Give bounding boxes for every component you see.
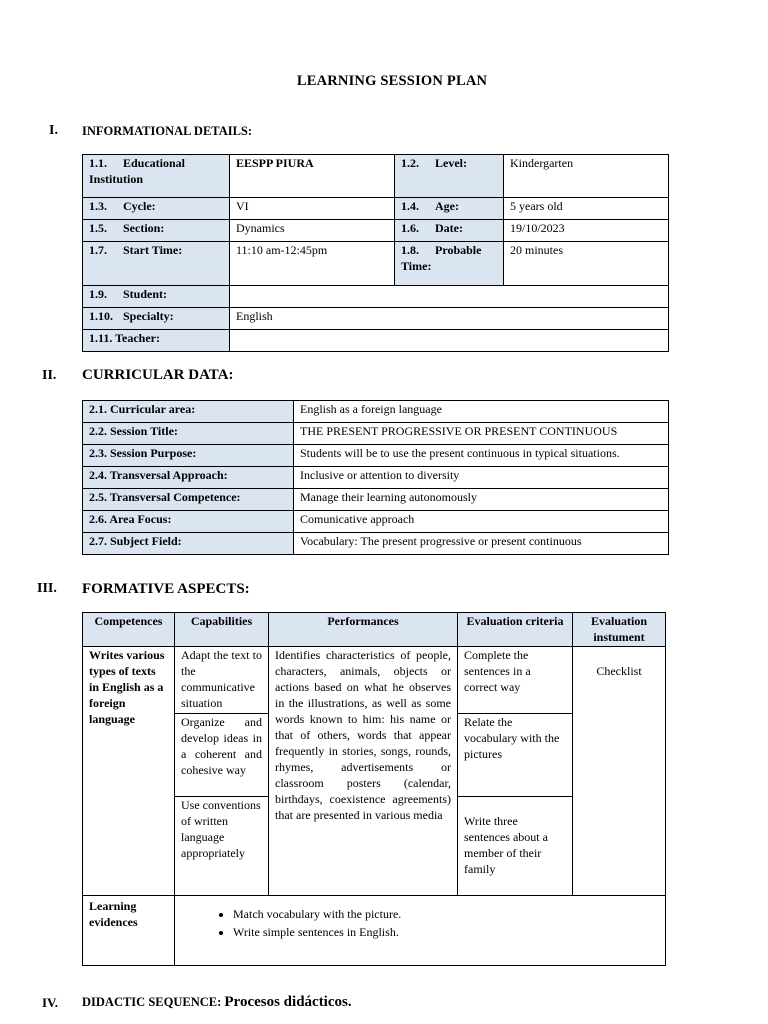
- curricular-label: 2.7. Subject Field:: [83, 533, 294, 555]
- formative-table: [82, 612, 666, 966]
- instrument-cell: Checklist: [573, 647, 666, 896]
- evidence-item: • Match vocabulary with the picture.: [233, 906, 659, 922]
- date-value: 19/10/2023: [504, 220, 669, 242]
- competence-cell: Writes various types of texts in English as a foreign language: [83, 647, 175, 896]
- institution-value: EESPP PIURA: [230, 155, 395, 198]
- teacher-label: 1.11. Teacher:: [83, 330, 230, 352]
- section-value: Dynamics: [230, 220, 395, 242]
- informational-table: [82, 154, 669, 352]
- section-title: FORMATIVE ASPECTS:: [82, 581, 250, 597]
- level-value: Kindergarten: [504, 155, 669, 198]
- header-performances: Performances: [269, 613, 458, 647]
- label-cell: 1.4. Age:: [395, 198, 504, 220]
- curricular-value: Manage their learning autonomously: [294, 489, 669, 511]
- curricular-value: Vocabulary: The present progressive or present continuous: [294, 533, 669, 555]
- curricular-label: 2.3. Session Purpose:: [83, 445, 294, 467]
- criteria-cell: Complete the sentences in a correct way: [458, 647, 573, 714]
- curricular-value: THE PRESENT PROGRESSIVE OR PRESENT CONTINUOUS: [294, 423, 669, 445]
- label-cell: 1.2. Level:: [395, 155, 504, 198]
- curricular-label: 2.6. Area Focus:: [83, 511, 294, 533]
- page-title: LEARNING SESSION PLAN: [296, 73, 488, 89]
- probable-time-value: 20 minutes: [504, 242, 669, 286]
- label-cell: 1.3. Cycle:: [83, 198, 230, 220]
- teacher-value: [230, 330, 669, 352]
- age-value: 5 years old: [504, 198, 669, 220]
- cycle-value: VI: [230, 198, 395, 220]
- section-title-prefix: DIDACTIC SEQUENCE:: [82, 995, 225, 1009]
- evidence-cell: [175, 896, 666, 966]
- capability-cell: Organize and develop ideas in a coherent and cohesive way: [175, 714, 269, 797]
- curricular-row: [83, 423, 669, 445]
- label-cell: 1.5. Section:: [83, 220, 230, 242]
- curricular-label: 2.1. Curricular area:: [83, 401, 294, 423]
- curricular-value: Inclusive or attention to diversity: [294, 467, 669, 489]
- curricular-value: Comunicative approach: [294, 511, 669, 533]
- curricular-label: 2.4. Transversal Approach:: [83, 467, 294, 489]
- evidence-item: • Write simple sentences in English.: [233, 924, 659, 940]
- curricular-row: [83, 467, 669, 489]
- header-instrument: Evaluation instument: [573, 613, 666, 647]
- specialty-value: English: [230, 308, 669, 330]
- section-title: CURRICULAR DATA:: [82, 367, 234, 383]
- section-title: INFORMATIONAL DETAILS:: [82, 124, 253, 138]
- capability-cell: Use conventions of written language appropriately: [175, 797, 269, 896]
- capability-cell: Adapt the text to the communicative situation: [175, 647, 269, 714]
- label-cell: 1.6. Date:: [395, 220, 504, 242]
- criteria-cell: Relate the vocabulary with the pictures: [458, 714, 573, 797]
- criteria-cell: Write three sentences about a member of their family: [458, 797, 573, 896]
- section-title: [82, 994, 352, 1011]
- evidence-label: Learning evidences: [83, 896, 175, 966]
- section-number: III.: [37, 581, 57, 596]
- curricular-row: [83, 401, 669, 423]
- curricular-label: 2.2. Session Title:: [83, 423, 294, 445]
- header-criteria: Evaluation criteria: [458, 613, 573, 647]
- label-cell: 1.9. Student:: [83, 286, 230, 308]
- section-number: II.: [42, 368, 57, 383]
- curricular-table: [82, 400, 669, 555]
- curricular-row: [83, 533, 669, 555]
- student-value: [230, 286, 669, 308]
- curricular-row: [83, 489, 669, 511]
- section-number: I.: [49, 123, 58, 138]
- curricular-value: Students will be to use the present continuous in typical situations.: [294, 445, 669, 467]
- header-competences: Competences: [83, 613, 175, 647]
- label-cell: 1.1. Educational Institution: [83, 155, 230, 198]
- start-time-value: 11:10 am-12:45pm: [230, 242, 395, 286]
- label-cell: 1.8. Probable Time:: [395, 242, 504, 286]
- label-cell: 1.7. Start Time:: [83, 242, 230, 286]
- section-number: IV.: [42, 995, 59, 1010]
- evidence-list: [181, 906, 659, 940]
- label-cell: 1.10. Specialty:: [83, 308, 230, 330]
- section-title-suffix: Procesos didácticos.: [224, 994, 352, 1010]
- header-capabilities: Capabilities: [175, 613, 269, 647]
- curricular-value: English as a foreign language: [294, 401, 669, 423]
- curricular-label: 2.5. Transversal Competence:: [83, 489, 294, 511]
- curricular-row: [83, 445, 669, 467]
- performance-cell: Identifies characteristics of people, characters, animals, objects or actions based on what he observes in the illustrations, as well as some words known to him: his name or that of others, words that appear frequently in stories, songs, rounds, rhymes, advertisements or classroom posters (calendar, birthdays, coexistence agreements) that are presented in various media: [269, 647, 458, 896]
- curricular-row: [83, 511, 669, 533]
